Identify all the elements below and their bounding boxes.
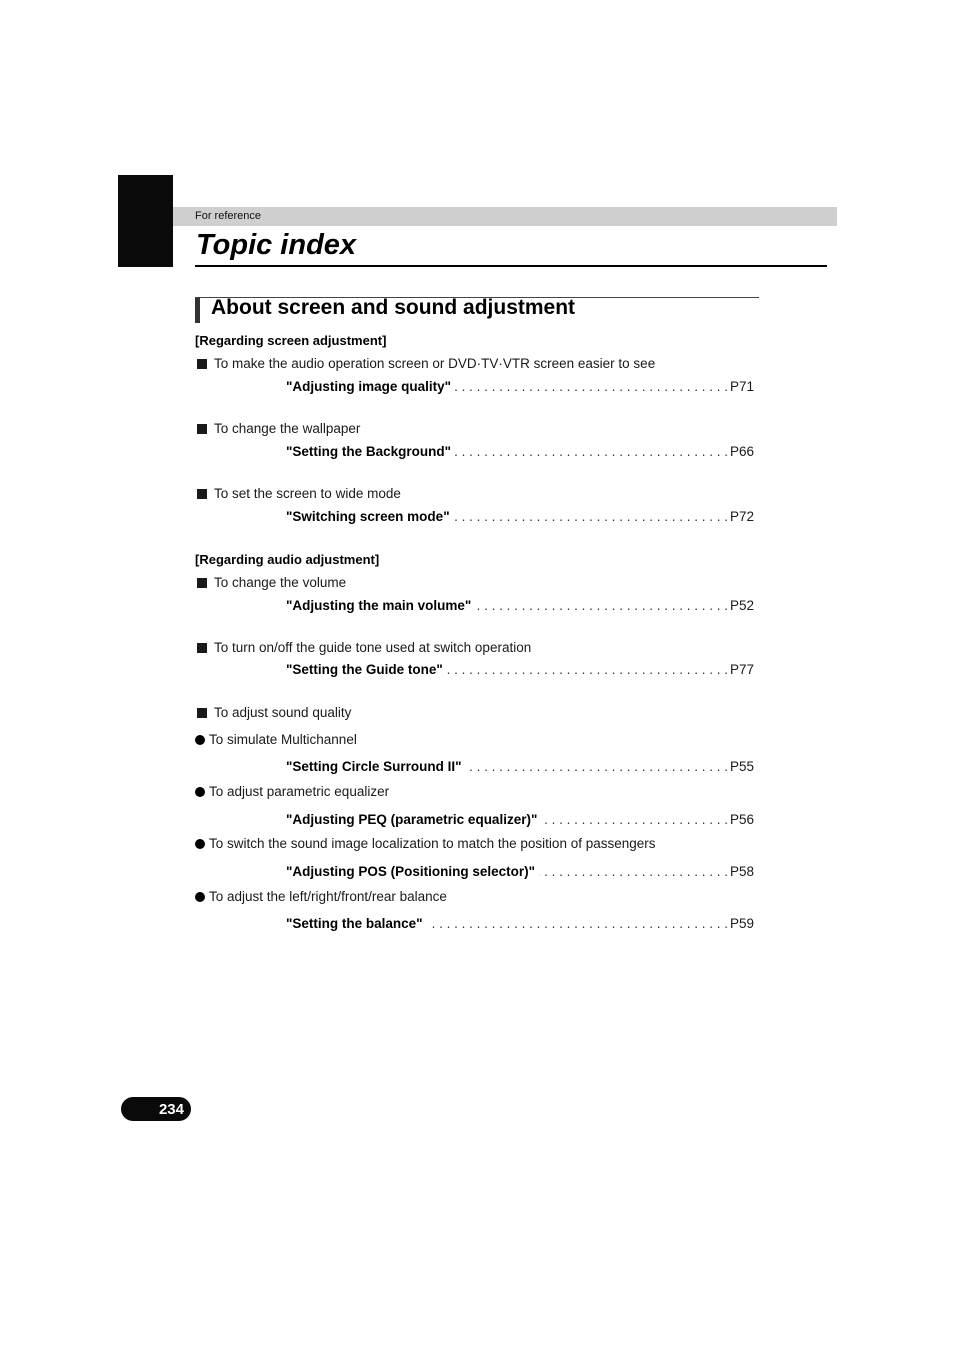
dot-leader — [455, 444, 728, 459]
dot-bullet-icon — [195, 787, 205, 797]
reference-title: "Switching screen mode" — [286, 509, 450, 524]
subtopic-item — [195, 836, 656, 851]
reference-title: "Setting the balance" — [286, 916, 423, 931]
reference-link[interactable] — [286, 759, 754, 774]
reference-link[interactable] — [286, 444, 754, 459]
dot-leader — [455, 379, 728, 394]
topic-item — [197, 486, 401, 501]
square-bullet-icon — [197, 708, 207, 718]
dot-bullet-icon — [195, 892, 205, 902]
reference-title: "Adjusting POS (Positioning selector)" — [286, 864, 536, 879]
square-bullet-icon — [197, 424, 207, 434]
dot-leader — [541, 812, 728, 827]
reference-title: "Setting the Background" — [286, 444, 452, 459]
topic-text: To set the screen to wide mode — [214, 486, 401, 501]
dot-leader — [454, 509, 728, 524]
page-reference: P55 — [729, 759, 754, 774]
topic-item — [197, 575, 346, 590]
subtopic-text: To switch the sound image localization to match the position of passengers — [209, 836, 656, 851]
page-reference: P52 — [729, 598, 754, 613]
topic-text: To make the audio operation screen or DVD·TV·VTR screen easier to see — [214, 356, 656, 371]
page-reference: P66 — [729, 444, 754, 459]
square-bullet-icon — [197, 359, 207, 369]
page-number-badge — [121, 1097, 191, 1121]
page-reference: P71 — [729, 379, 754, 394]
page-reference: P56 — [729, 812, 754, 827]
page-reference: P58 — [729, 864, 754, 879]
reference-link[interactable] — [286, 864, 754, 879]
reference-link[interactable] — [286, 662, 754, 677]
dot-leader — [427, 916, 728, 931]
reference-link[interactable] — [286, 598, 754, 613]
topic-item — [197, 356, 655, 371]
section-heading: About screen and sound adjustment — [211, 296, 576, 319]
group-heading-screen: [Regarding screen adjustment] — [195, 333, 387, 348]
topic-text: To change the volume — [214, 575, 347, 590]
dot-bullet-icon — [195, 839, 205, 849]
topic-text: To change the wallpaper — [214, 421, 361, 436]
subtopic-item — [195, 889, 447, 904]
dot-leader — [475, 598, 728, 613]
reference-link[interactable] — [286, 812, 754, 827]
subtopic-text: To adjust parametric equalizer — [209, 784, 390, 799]
chapter-tab — [118, 175, 173, 267]
page-reference: P77 — [729, 662, 754, 677]
group-heading-audio: [Regarding audio adjustment] — [195, 552, 380, 567]
square-bullet-icon — [197, 578, 207, 588]
subtopic-text: To simulate Multichannel — [209, 732, 357, 747]
subtopic-item — [195, 784, 389, 799]
subtopic-item — [195, 732, 357, 747]
subtopic-text: To adjust the left/right/front/rear balance — [209, 889, 447, 904]
topic-text: To turn on/off the guide tone used at switch operation — [214, 640, 532, 655]
topic-item — [197, 640, 531, 655]
topic-item — [197, 705, 351, 720]
page-number: 234 — [158, 1100, 184, 1118]
topic-item — [197, 421, 360, 436]
reference-title: "Adjusting PEQ (parametric equalizer)" — [286, 812, 538, 827]
reference-title: "Adjusting the main volume" — [286, 598, 472, 613]
square-bullet-icon — [197, 643, 207, 653]
dot-bullet-icon — [195, 735, 205, 745]
dot-leader — [539, 864, 728, 879]
reference-title: "Setting Circle Surround II" — [286, 759, 462, 774]
dot-leader — [447, 662, 728, 677]
topic-text: To adjust sound quality — [214, 705, 352, 720]
title-divider — [195, 265, 827, 267]
header-label: For reference — [195, 210, 262, 222]
reference-link[interactable] — [286, 509, 754, 524]
page-reference: P72 — [729, 509, 754, 524]
dot-leader — [466, 759, 728, 774]
page-reference: P59 — [729, 916, 754, 931]
reference-link[interactable] — [286, 916, 754, 931]
reference-title: "Adjusting image quality" — [286, 379, 452, 394]
square-bullet-icon — [197, 489, 207, 499]
reference-link[interactable] — [286, 379, 754, 394]
page-title: Topic index — [196, 229, 357, 261]
header-band — [173, 207, 837, 226]
section-marker — [195, 298, 200, 323]
reference-title: "Setting the Guide tone" — [286, 662, 443, 677]
